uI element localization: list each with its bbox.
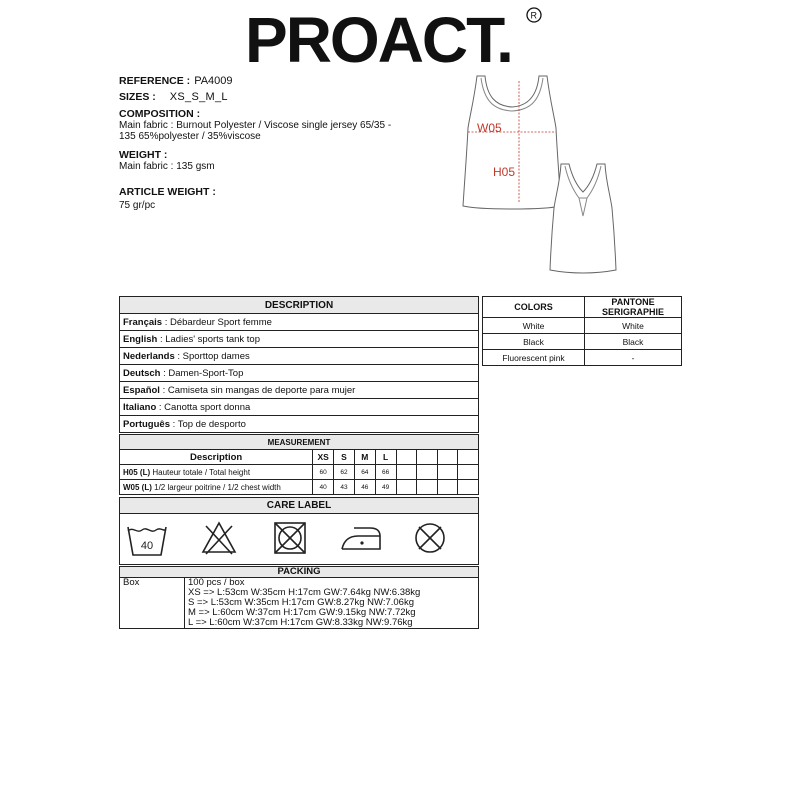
size-header: M bbox=[354, 450, 375, 465]
composition-line: Main fabric : Burnout Polyester / Viscose single jersey 65/35 - bbox=[119, 120, 392, 131]
packing-line: S => L:53cm W:35cm H:17cm GW:8.27kg NW:7.06kg bbox=[188, 597, 414, 608]
table-row bbox=[120, 314, 479, 331]
tank-top-sketch bbox=[455, 70, 630, 275]
pantone-header: PANTONE SERIGRAPHIE bbox=[585, 297, 682, 318]
lang-label: Deutsch bbox=[123, 367, 161, 379]
description-table bbox=[119, 296, 479, 433]
table-row bbox=[483, 318, 682, 334]
table-row bbox=[120, 382, 479, 399]
description-header: DESCRIPTION bbox=[120, 297, 479, 314]
composition-line: 135 65%polyester / 35%viscose bbox=[119, 131, 261, 142]
no-tumble-dry-icon bbox=[271, 519, 309, 557]
table-row bbox=[483, 334, 682, 350]
iron-low-icon bbox=[340, 522, 384, 554]
lang-text: : Top de desporto bbox=[169, 418, 246, 430]
h05-marker: H05 bbox=[493, 165, 516, 179]
table-row bbox=[120, 331, 479, 348]
measure-value: 60 bbox=[313, 465, 334, 480]
packing-line: M => L:60cm W:37cm H:17cm GW:9.15kg NW:7.72kg bbox=[188, 607, 416, 618]
measurement-header-row bbox=[120, 450, 479, 465]
packing-line: 100 pcs / box bbox=[188, 577, 245, 588]
logo-text: PROACT. bbox=[245, 6, 512, 68]
care-label-section bbox=[119, 497, 479, 565]
composition-block bbox=[119, 109, 391, 142]
pantone-value: Black bbox=[585, 334, 682, 350]
size-header: S bbox=[334, 450, 355, 465]
measure-label: 1/2 largeur poitrine / 1/2 chest width bbox=[151, 482, 281, 492]
measure-value: 62 bbox=[334, 465, 355, 480]
measure-value: 40 bbox=[313, 480, 334, 495]
lang-label: English bbox=[123, 333, 158, 345]
no-dry-clean-icon bbox=[412, 520, 448, 556]
measure-value: 66 bbox=[375, 465, 396, 480]
lang-label: Italiano bbox=[123, 401, 157, 413]
measurement-header: MEASUREMENT bbox=[120, 435, 479, 450]
tank-top-back bbox=[550, 164, 616, 273]
measurement-table bbox=[119, 434, 479, 495]
lang-text: : Canotta sport donna bbox=[156, 401, 251, 413]
sizes-value: XS_S_M_L bbox=[169, 91, 228, 103]
weight-block bbox=[119, 150, 215, 172]
table-row bbox=[120, 480, 479, 495]
no-bleach-icon bbox=[200, 520, 238, 556]
pantone-value: White bbox=[585, 318, 682, 334]
wash-temp-text: 40 bbox=[140, 540, 154, 552]
lang-text: : Débardeur Sport femme bbox=[162, 316, 272, 328]
lang-text: : Camiseta sin mangas de deporte para mujer bbox=[159, 384, 356, 396]
article-weight-label: ARTICLE WEIGHT : bbox=[119, 186, 216, 198]
packing-table bbox=[119, 566, 479, 629]
composition-label: COMPOSITION : bbox=[119, 108, 201, 120]
reference-value: PA4009 bbox=[194, 75, 233, 87]
color-name: White bbox=[483, 318, 585, 334]
measure-value: 43 bbox=[334, 480, 355, 495]
packing-label: Box bbox=[120, 578, 185, 629]
sizes-label: SIZES : bbox=[119, 91, 156, 103]
article-weight-value: 75 gr/pc bbox=[119, 200, 156, 211]
measure-value: 46 bbox=[354, 480, 375, 495]
lang-text: : Sporttop dames bbox=[174, 350, 250, 362]
lang-label: Português bbox=[123, 418, 170, 430]
reference-row bbox=[119, 76, 233, 87]
care-label-header: CARE LABEL bbox=[120, 498, 478, 514]
tank-top-front bbox=[463, 76, 561, 209]
packing-line: XS => L:53cm W:35cm H:17cm GW:7.64kg NW:6.38kg bbox=[188, 587, 421, 598]
lang-label: Nederlands bbox=[123, 350, 175, 362]
table-row bbox=[120, 465, 479, 480]
table-row bbox=[120, 578, 479, 629]
packing-lines bbox=[185, 578, 479, 629]
measure-value: 49 bbox=[375, 480, 396, 495]
lang-text: : Ladies' sports tank top bbox=[157, 333, 260, 345]
color-name: Black bbox=[483, 334, 585, 350]
measure-code: H05 (L) bbox=[123, 467, 151, 477]
sizes-row bbox=[119, 92, 228, 103]
table-row bbox=[483, 350, 682, 366]
colors-table bbox=[482, 296, 682, 366]
svg-text:R: R bbox=[530, 10, 537, 21]
reference-label: REFERENCE : bbox=[119, 75, 191, 87]
colors-header: COLORS bbox=[483, 297, 585, 318]
wash-40-icon bbox=[126, 517, 168, 561]
lang-label: Français bbox=[123, 316, 163, 328]
pantone-value: - bbox=[585, 350, 682, 366]
lang-text: : Damen-Sport-Top bbox=[160, 367, 244, 379]
table-row bbox=[120, 365, 479, 382]
measure-value: 64 bbox=[354, 465, 375, 480]
size-header: L bbox=[375, 450, 396, 465]
weight-label: WEIGHT : bbox=[119, 149, 168, 161]
packing-header: PACKING bbox=[120, 567, 479, 578]
w05-marker: W05 bbox=[477, 121, 502, 135]
table-row bbox=[120, 399, 479, 416]
color-name: Fluorescent pink bbox=[483, 350, 585, 366]
lang-label: Español bbox=[123, 384, 160, 396]
table-row bbox=[120, 348, 479, 365]
article-weight-block bbox=[119, 187, 216, 211]
table-row bbox=[120, 416, 479, 433]
measure-code: W05 (L) bbox=[123, 482, 152, 492]
desc-column-header: Description bbox=[120, 450, 313, 465]
measure-label: Hauteur totale / Total height bbox=[150, 467, 251, 477]
size-header: XS bbox=[313, 450, 334, 465]
weight-value: Main fabric : 135 gsm bbox=[119, 161, 215, 172]
proact-logo bbox=[243, 6, 543, 68]
packing-line: L => L:60cm W:37cm H:17cm GW:8.33kg NW:9.76kg bbox=[188, 617, 413, 628]
